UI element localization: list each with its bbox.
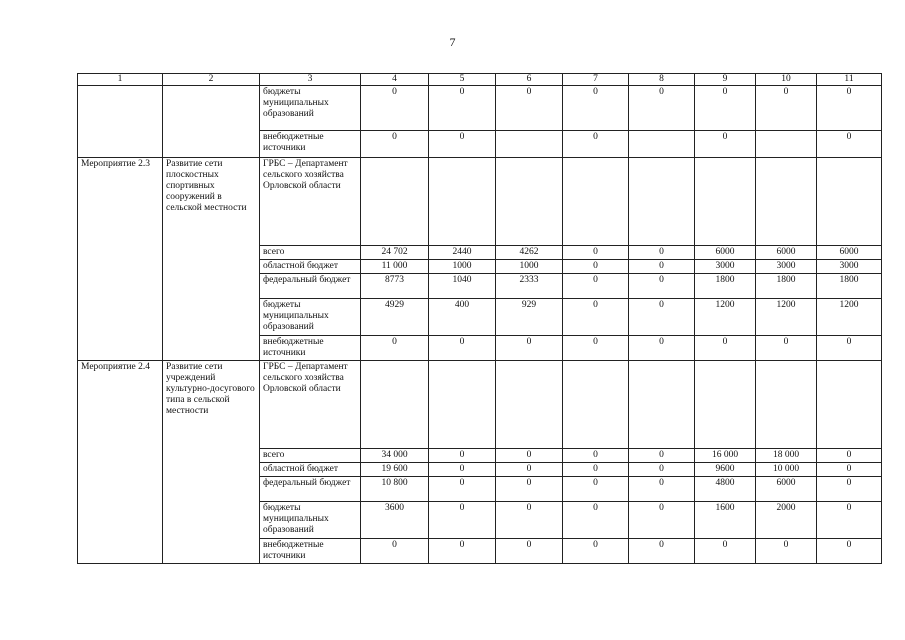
amount-cell: 0 <box>563 86 629 131</box>
amount-cell: 0 <box>563 477 629 502</box>
funding-source-label: бюджеты муниципальных образований <box>260 86 361 131</box>
empty-cell <box>756 158 817 246</box>
column-number: 11 <box>817 74 882 86</box>
empty-cell <box>496 361 563 449</box>
amount-cell: 0 <box>496 463 563 477</box>
column-number: 6 <box>496 74 563 86</box>
amount-cell: 0 <box>817 86 882 131</box>
budget-table <box>77 73 882 564</box>
amount-cell: 3000 <box>756 260 817 274</box>
amount-cell: 1200 <box>695 299 756 336</box>
amount-cell: 3000 <box>695 260 756 274</box>
amount-cell: 3000 <box>817 260 882 274</box>
amount-cell: 4262 <box>496 246 563 260</box>
amount-cell: 0 <box>361 539 429 564</box>
amount-cell: 1600 <box>695 502 756 539</box>
column-number: 8 <box>629 74 695 86</box>
amount-cell: 0 <box>429 449 496 463</box>
empty-cell <box>496 158 563 246</box>
amount-cell: 2440 <box>429 246 496 260</box>
column-number: 10 <box>756 74 817 86</box>
amount-cell: 0 <box>629 463 695 477</box>
funding-source-label: внебюджетные источники <box>260 131 361 158</box>
amount-cell: 0 <box>496 449 563 463</box>
amount-cell: 1000 <box>496 260 563 274</box>
amount-cell: 0 <box>629 539 695 564</box>
amount-cell: 0 <box>429 86 496 131</box>
amount-cell: 1800 <box>756 274 817 299</box>
amount-cell: 0 <box>756 539 817 564</box>
amount-cell: 0 <box>563 336 629 361</box>
amount-cell: 1800 <box>817 274 882 299</box>
empty-cell <box>629 361 695 449</box>
amount-cell: 0 <box>629 86 695 131</box>
amount-cell: 34 000 <box>361 449 429 463</box>
amount-cell: 0 <box>817 131 882 158</box>
amount-cell: 6000 <box>756 246 817 260</box>
amount-cell: 0 <box>563 539 629 564</box>
measure-cell: Мероприятие 2.3 <box>78 158 163 361</box>
amount-cell: 6000 <box>695 246 756 260</box>
amount-cell: 0 <box>629 299 695 336</box>
amount-cell <box>756 131 817 158</box>
grbs-row <box>78 361 882 449</box>
amount-cell: 0 <box>563 299 629 336</box>
column-number: 3 <box>260 74 361 86</box>
amount-cell <box>629 131 695 158</box>
funding-source-label: областной бюджет <box>260 260 361 274</box>
funding-source-label: внебюджетные источники <box>260 539 361 564</box>
column-number: 2 <box>163 74 260 86</box>
amount-cell: 8773 <box>361 274 429 299</box>
empty-cell <box>429 361 496 449</box>
amount-cell: 0 <box>817 539 882 564</box>
empty-cell <box>756 361 817 449</box>
amount-cell: 0 <box>563 502 629 539</box>
empty-cell <box>817 361 882 449</box>
measure-title-cell: Развитие сети учреждений культурно-досугового типа в сельской местности <box>163 361 260 564</box>
column-number: 4 <box>361 74 429 86</box>
amount-cell: 0 <box>563 463 629 477</box>
measure-cell <box>78 86 163 158</box>
page-number: 7 <box>449 35 456 49</box>
amount-cell: 0 <box>429 539 496 564</box>
grbs-cell: ГРБС – Департамент сельского хозяйства Орловской области <box>260 158 361 246</box>
amount-cell: 1200 <box>817 299 882 336</box>
empty-cell <box>695 361 756 449</box>
amount-cell: 1200 <box>756 299 817 336</box>
amount-cell: 0 <box>361 336 429 361</box>
amount-cell: 0 <box>429 502 496 539</box>
amount-cell: 0 <box>496 336 563 361</box>
funding-source-label: федеральный бюджет <box>260 274 361 299</box>
empty-cell <box>629 158 695 246</box>
grbs-cell: ГРБС – Департамент сельского хозяйства Орловской области <box>260 361 361 449</box>
amount-cell: 0 <box>496 539 563 564</box>
amount-cell: 0 <box>361 131 429 158</box>
amount-cell: 0 <box>563 246 629 260</box>
column-number: 9 <box>695 74 756 86</box>
amount-cell: 0 <box>563 274 629 299</box>
amount-cell: 0 <box>817 477 882 502</box>
amount-cell: 0 <box>496 502 563 539</box>
amount-cell: 18 000 <box>756 449 817 463</box>
empty-cell <box>429 158 496 246</box>
empty-cell <box>695 158 756 246</box>
amount-cell: 0 <box>817 502 882 539</box>
amount-cell: 0 <box>429 463 496 477</box>
amount-cell: 0 <box>429 336 496 361</box>
amount-cell: 0 <box>629 449 695 463</box>
amount-cell: 3600 <box>361 502 429 539</box>
amount-cell: 4929 <box>361 299 429 336</box>
empty-cell <box>361 361 429 449</box>
amount-cell: 0 <box>695 131 756 158</box>
amount-cell: 0 <box>817 449 882 463</box>
funding-source-label: всего <box>260 246 361 260</box>
column-number: 1 <box>78 74 163 86</box>
amount-cell: 19 600 <box>361 463 429 477</box>
amount-cell: 0 <box>817 336 882 361</box>
amount-cell: 0 <box>563 260 629 274</box>
amount-cell: 0 <box>756 336 817 361</box>
amount-cell: 0 <box>429 477 496 502</box>
amount-cell: 0 <box>629 502 695 539</box>
empty-cell <box>563 158 629 246</box>
amount-cell: 0 <box>629 246 695 260</box>
grbs-row <box>78 158 882 246</box>
funding-source-label: федеральный бюджет <box>260 477 361 502</box>
amount-cell: 929 <box>496 299 563 336</box>
amount-cell: 24 702 <box>361 246 429 260</box>
funding-source-label: областной бюджет <box>260 463 361 477</box>
amount-cell: 1040 <box>429 274 496 299</box>
empty-cell <box>817 158 882 246</box>
amount-cell: 6000 <box>756 477 817 502</box>
measure-title-cell: Развитие сети плоскостных спортивных сооружений в сельской местности <box>163 158 260 361</box>
amount-cell <box>496 131 563 158</box>
funding-source-label: бюджеты муниципальных образований <box>260 299 361 336</box>
amount-cell: 16 000 <box>695 449 756 463</box>
column-number-header-row <box>78 74 882 86</box>
amount-cell: 2000 <box>756 502 817 539</box>
amount-cell: 4800 <box>695 477 756 502</box>
amount-cell: 0 <box>695 86 756 131</box>
amount-cell: 2333 <box>496 274 563 299</box>
amount-cell: 0 <box>361 86 429 131</box>
amount-cell: 0 <box>496 477 563 502</box>
column-number: 5 <box>429 74 496 86</box>
amount-cell: 1000 <box>429 260 496 274</box>
amount-cell: 0 <box>563 449 629 463</box>
amount-cell: 0 <box>629 477 695 502</box>
amount-cell: 0 <box>817 463 882 477</box>
funding-source-label: всего <box>260 449 361 463</box>
measure-cell: Мероприятие 2.4 <box>78 361 163 564</box>
amount-cell: 10 800 <box>361 477 429 502</box>
amount-cell: 0 <box>629 274 695 299</box>
amount-cell: 0 <box>629 336 695 361</box>
funding-source-label: внебюджетные источники <box>260 336 361 361</box>
funding-row <box>78 86 882 131</box>
amount-cell: 0 <box>756 86 817 131</box>
amount-cell: 0 <box>496 86 563 131</box>
amount-cell: 400 <box>429 299 496 336</box>
amount-cell: 11 000 <box>361 260 429 274</box>
amount-cell: 0 <box>695 539 756 564</box>
amount-cell: 6000 <box>817 246 882 260</box>
measure-title-cell <box>163 86 260 158</box>
column-number: 7 <box>563 74 629 86</box>
amount-cell: 0 <box>563 131 629 158</box>
amount-cell: 10 000 <box>756 463 817 477</box>
amount-cell: 1800 <box>695 274 756 299</box>
empty-cell <box>361 158 429 246</box>
funding-source-label: бюджеты муниципальных образований <box>260 502 361 539</box>
amount-cell: 0 <box>629 260 695 274</box>
amount-cell: 9600 <box>695 463 756 477</box>
empty-cell <box>563 361 629 449</box>
amount-cell: 0 <box>695 336 756 361</box>
amount-cell: 0 <box>429 131 496 158</box>
